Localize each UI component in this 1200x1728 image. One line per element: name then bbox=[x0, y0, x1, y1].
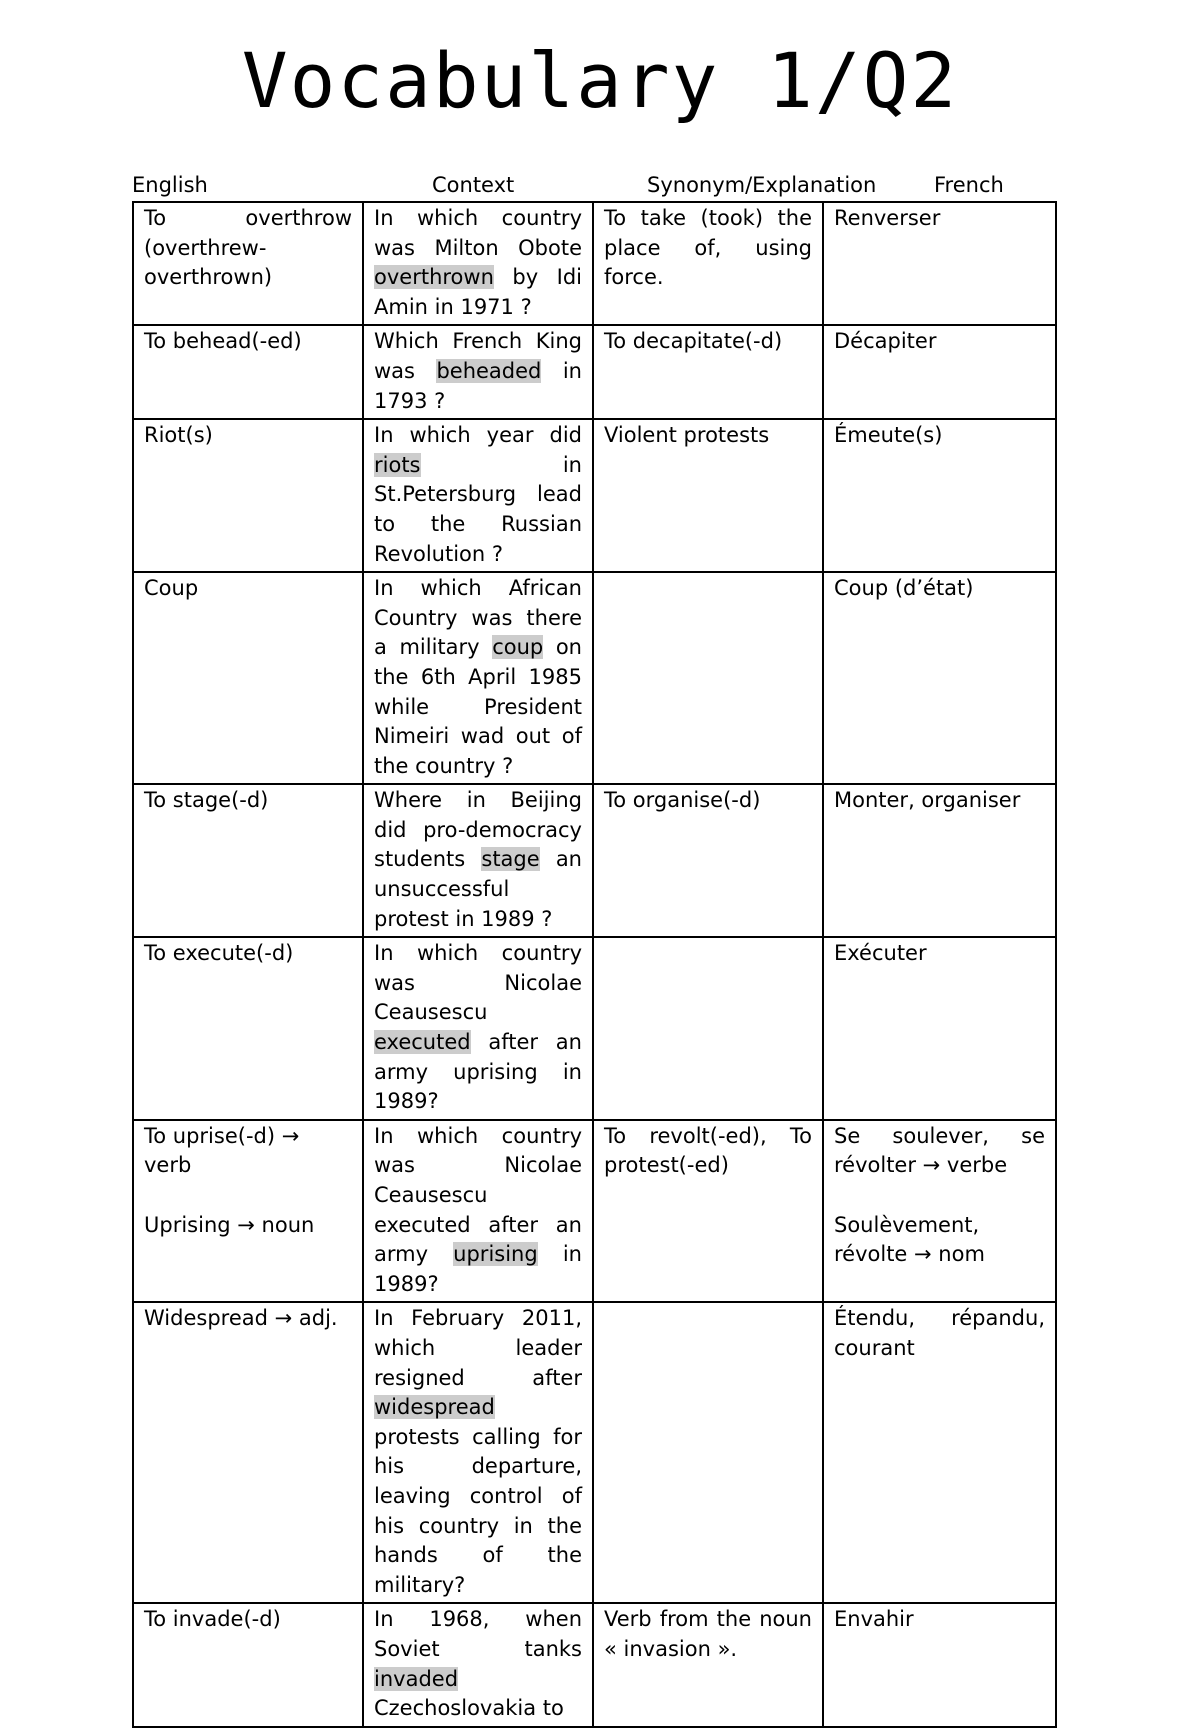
context-text: In February 2011, which leader resigned after bbox=[374, 1306, 582, 1390]
context-cell bbox=[363, 1603, 593, 1726]
english-cell bbox=[133, 325, 363, 419]
synonym-cell: Violent protests bbox=[593, 419, 823, 572]
synonym-cell bbox=[593, 937, 823, 1120]
english-cell bbox=[133, 1302, 363, 1603]
context-text: Where in Beijing did pro-democracy students bbox=[374, 788, 582, 872]
french-cell bbox=[823, 1302, 1056, 1603]
table-row bbox=[133, 325, 1056, 419]
column-headers bbox=[132, 170, 1052, 200]
french-term: Renverser bbox=[834, 206, 941, 230]
context-text: In which country was Nicolae Ceausescu bbox=[374, 941, 582, 1025]
header-french: French bbox=[934, 173, 1004, 197]
context-text: protests calling for his departure, leaving control of his country in the hands of the military? bbox=[374, 1424, 582, 1597]
context-cell bbox=[363, 1302, 593, 1603]
french-term bbox=[834, 1181, 1045, 1211]
english-term bbox=[144, 1181, 352, 1211]
english-cell bbox=[133, 1603, 363, 1726]
french-term: Se soulever, se révolter → verbe bbox=[834, 1123, 1045, 1178]
french-cell bbox=[823, 572, 1056, 784]
context-cell bbox=[363, 325, 593, 419]
context-text: after an army uprising in 1989? bbox=[374, 1030, 582, 1114]
context-text: in 1793 ? bbox=[374, 358, 582, 413]
vocabulary-table-body bbox=[133, 202, 1056, 1727]
french-term: Envahir bbox=[834, 1607, 914, 1632]
french-cell bbox=[823, 202, 1056, 325]
context-text: an unsuccessful protest in 1989 ? bbox=[374, 847, 582, 931]
french-term: Étendu, répandu, courant bbox=[834, 1306, 1045, 1360]
table-row bbox=[133, 1603, 1056, 1726]
english-term: To execute(-d) bbox=[144, 941, 294, 966]
context-text: Czechoslovakia to bbox=[374, 1696, 564, 1721]
context-text: In 1968, when Soviet tanks bbox=[374, 1607, 582, 1661]
table-row bbox=[133, 572, 1056, 784]
english-term: Uprising → noun bbox=[144, 1212, 315, 1237]
vocabulary-table bbox=[132, 201, 1057, 1728]
table-row bbox=[133, 937, 1056, 1120]
french-term: Émeute(s) bbox=[834, 423, 943, 448]
highlighted-term: widespread bbox=[374, 1395, 495, 1420]
english-term: To behead(-ed) bbox=[144, 329, 302, 354]
synonym-cell: To take (took) the place of, using force. bbox=[593, 202, 823, 325]
context-text: in St.Petersburg lead to the Russian Revolution ? bbox=[374, 452, 582, 566]
context-text: In which year did bbox=[374, 423, 582, 448]
english-term: To invade(-d) bbox=[144, 1607, 281, 1632]
english-cell bbox=[133, 784, 363, 937]
context-text: In which country was Nicolae Ceausescu executed after an army bbox=[374, 1123, 582, 1267]
highlighted-term: beheaded bbox=[436, 358, 542, 383]
english-term: To uprise(-d) → verb bbox=[144, 1123, 300, 1178]
synonym-cell: To organise(-d) bbox=[593, 784, 823, 937]
context-text: In which country was Milton Obote bbox=[374, 206, 582, 260]
page-title: Vocabulary 1/Q2 bbox=[241, 36, 959, 125]
highlighted-term: stage bbox=[481, 847, 540, 872]
table-row bbox=[133, 1120, 1056, 1303]
highlighted-term: executed bbox=[374, 1030, 471, 1055]
french-term: Décapiter bbox=[834, 329, 937, 354]
french-cell bbox=[823, 419, 1056, 572]
english-term: To overthrow (overthrew-overthrown) bbox=[144, 206, 352, 290]
highlighted-term: overthrown bbox=[374, 265, 494, 290]
french-term: Exécuter bbox=[834, 941, 927, 966]
synonym-cell: To decapitate(-d) bbox=[593, 325, 823, 419]
synonym-cell: To revolt(-ed), To protest(-ed) bbox=[593, 1120, 823, 1303]
english-cell bbox=[133, 202, 363, 325]
synonym-cell bbox=[593, 572, 823, 784]
english-term: Widespread → adj. bbox=[144, 1306, 338, 1331]
french-cell bbox=[823, 937, 1056, 1120]
french-cell bbox=[823, 784, 1056, 937]
french-term: Soulèvement, révolte → nom bbox=[834, 1212, 985, 1267]
context-cell bbox=[363, 572, 593, 784]
table-row bbox=[133, 1302, 1056, 1603]
header-synonym: Synonym/Explanation bbox=[647, 173, 877, 197]
context-cell bbox=[363, 419, 593, 572]
highlighted-term: riots bbox=[374, 452, 421, 477]
header-context: Context bbox=[432, 173, 515, 197]
table-row bbox=[133, 784, 1056, 937]
context-cell bbox=[363, 202, 593, 325]
context-text: in 1989? bbox=[374, 1242, 582, 1296]
context-text: by Idi Amin in 1971 ? bbox=[374, 265, 582, 319]
highlighted-term: coup bbox=[492, 635, 544, 660]
french-cell bbox=[823, 325, 1056, 419]
table-row bbox=[133, 202, 1056, 325]
english-cell bbox=[133, 572, 363, 784]
french-term: Monter, organiser bbox=[834, 788, 1021, 813]
english-cell bbox=[133, 937, 363, 1120]
highlighted-term: uprising bbox=[453, 1242, 538, 1267]
context-cell bbox=[363, 937, 593, 1120]
context-text: In which African Country was there a military bbox=[374, 576, 582, 660]
context-text: Which French King was bbox=[374, 329, 582, 383]
context-cell bbox=[363, 1120, 593, 1303]
synonym-cell bbox=[593, 1302, 823, 1603]
english-term: Coup bbox=[144, 576, 199, 601]
synonym-cell: Verb from the noun « invasion ». bbox=[593, 1603, 823, 1726]
english-cell bbox=[133, 1120, 363, 1303]
english-term: To stage(-d) bbox=[144, 788, 269, 813]
english-cell bbox=[133, 419, 363, 572]
french-cell bbox=[823, 1603, 1056, 1726]
header-english: English bbox=[132, 173, 208, 197]
context-cell bbox=[363, 784, 593, 937]
french-term: Coup (d’état) bbox=[834, 576, 974, 601]
highlighted-term: invaded bbox=[374, 1666, 459, 1691]
english-term: Riot(s) bbox=[144, 423, 213, 448]
french-cell bbox=[823, 1120, 1056, 1303]
table-row bbox=[133, 419, 1056, 572]
context-text: on the 6th April 1985 while President Nimeiri wad out of the country ? bbox=[374, 635, 582, 778]
